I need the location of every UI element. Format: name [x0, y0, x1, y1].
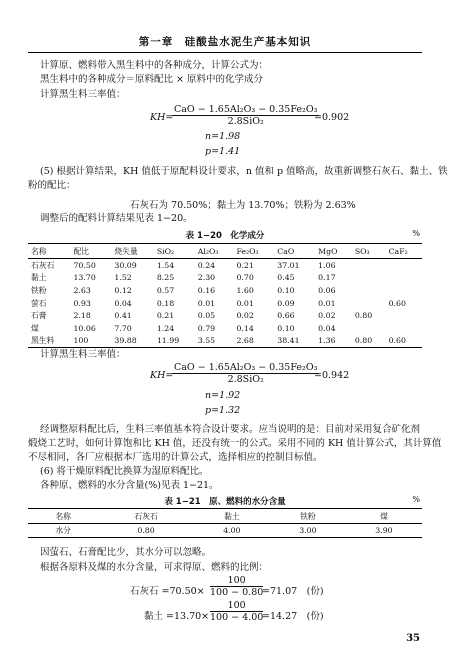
table-cell: 0.09	[277, 298, 295, 308]
table-cell: 黏土	[31, 273, 47, 283]
table-cell: 黑生料	[28, 335, 70, 348]
column-header: CaF₂	[386, 244, 422, 259]
fraction-denominator: 100 − 4.00	[210, 612, 264, 623]
table-row	[28, 335, 422, 348]
p-value: p=1.41	[205, 146, 241, 157]
fraction-numerator: 100	[210, 575, 263, 587]
table-cell: 0.10	[277, 323, 295, 333]
table-cell: 0.93	[73, 298, 91, 308]
kh-denominator: 2.8SiO₂	[227, 116, 264, 127]
table-20-unit: %	[412, 229, 420, 238]
paragraph: 根据各原料及煤的水分含量，可求得原、燃料的比例：	[40, 562, 269, 573]
paragraph: 煅烧工艺时，如何计算饱和比 KH 值，还没有统一的公式。采用不同的 KH 值计算公式，其计算值	[28, 438, 442, 449]
table-cell: 3.00	[270, 524, 346, 538]
column-header: 名称	[28, 509, 98, 524]
table-cell: 0.01	[318, 298, 336, 308]
calc-clay-fraction	[210, 600, 263, 623]
table-21	[28, 508, 422, 538]
paragraph: (6) 将干燥原料配比换算为湿原料配比。	[40, 466, 209, 477]
table-cell: 11.99	[154, 335, 195, 348]
kh-numerator: CaO − 1.65Al₂O₃ − 0.35Fe₂O₃	[174, 104, 318, 115]
table-cell: 2.30	[197, 273, 216, 283]
paragraph: 计算黑生料三率值：	[40, 349, 126, 360]
table-cell: 0.18	[156, 298, 175, 308]
table-cell: 1.06	[318, 260, 336, 270]
column-header: 烧失量	[111, 244, 153, 259]
table-cell: 0.14	[236, 323, 254, 333]
table-cell: 8.25	[156, 273, 175, 283]
table-cell	[352, 297, 386, 310]
paragraph: 不尽相同，各厂应根据本厂选用的计算公式，选择相应的控制目标值。	[28, 452, 323, 463]
kh-formula-result: =0.942	[314, 370, 350, 381]
table-cell: 0.41	[114, 311, 132, 321]
table-cell: 煤	[31, 323, 39, 333]
table-cell	[386, 259, 422, 272]
kh-formula-result: =0.902	[314, 112, 350, 123]
table-cell: 0.60	[388, 298, 406, 308]
table-cell: 0.70	[236, 273, 254, 283]
table-cell: 10.06	[73, 323, 96, 333]
table-cell: 萤石	[31, 298, 47, 308]
table-cell	[386, 272, 422, 285]
table-cell: 3.90	[346, 524, 422, 538]
table-cell: 3.55	[195, 335, 234, 348]
table-cell: 铁粉	[31, 285, 47, 295]
table-cell: 2.18	[73, 311, 91, 321]
table-cell: 0.02	[236, 311, 254, 321]
table-row	[28, 284, 422, 297]
page-number: 35	[406, 633, 420, 644]
table-cell: 0.79	[197, 323, 216, 333]
calc-limestone-lhs: 石灰石 =70.50×	[130, 586, 205, 597]
column-header: 铁粉	[270, 509, 346, 524]
kh-formula-lhs: KH=	[150, 112, 174, 123]
paragraph: 各种原、燃料的水分含量(%)见表 1−21。	[40, 480, 219, 491]
column-header: 黏土	[194, 509, 270, 524]
table-cell	[386, 309, 422, 322]
table-cell: 0.16	[197, 285, 216, 295]
table-cell: 39.88	[111, 335, 153, 348]
n-value: n=1.98	[205, 131, 241, 142]
paragraph: 因萤石、石膏配比少，其水分可以忽略。	[40, 547, 212, 558]
table-cell: 100	[70, 335, 111, 348]
table-cell	[352, 322, 386, 335]
paragraph: 经调整原料配比后，生料三率值基本符合设计要求。应当说明的是：目前对采用复合矿化剂	[40, 424, 421, 435]
table-cell: 37.01	[277, 260, 300, 270]
table-cell: 0.02	[318, 311, 336, 321]
table-cell: 石膏	[31, 311, 47, 321]
table-cell: 1.60	[236, 285, 254, 295]
table-cell: 石灰石	[31, 260, 55, 270]
table-cell: 4.00	[194, 524, 270, 538]
table-row	[28, 524, 422, 538]
table-cell: 1.52	[114, 273, 132, 283]
table-cell: 2.63	[73, 285, 91, 295]
column-header: Al₂O₃	[195, 244, 234, 259]
table-cell	[352, 272, 386, 285]
table-cell: 0.04	[318, 323, 336, 333]
table-row	[28, 309, 422, 322]
calc-clay-lhs: 黏土 =13.70×	[144, 611, 210, 622]
table-20-caption: 表 1−20 化学成分	[185, 231, 265, 241]
table-cell: 1.36	[315, 335, 352, 348]
column-header: Fe₂O₃	[233, 244, 274, 259]
table-cell: 1.24	[156, 323, 175, 333]
table-20	[28, 243, 422, 348]
table-cell: 0.10	[277, 285, 295, 295]
table-21-caption: 表 1−21 原、燃料的水分含量	[164, 497, 286, 507]
column-header: SO₃	[352, 244, 386, 259]
table-cell	[352, 259, 386, 272]
table-cell: 2.68	[233, 335, 274, 348]
column-header: 石灰石	[98, 509, 194, 524]
ratio-line: 石灰石为 70.50%；黏土为 13.70%；铁粉为 2.63%	[130, 200, 356, 211]
paragraph: 计算黑生料三率值：	[40, 89, 126, 100]
kh-formula-fraction	[172, 104, 319, 127]
table-cell: 0.06	[318, 285, 336, 295]
table-header-row	[28, 509, 422, 524]
table-row	[28, 297, 422, 310]
calc-limestone-fraction	[210, 575, 263, 598]
calc-clay-result: =14.27 (份)	[262, 611, 324, 622]
table-row	[28, 322, 422, 335]
column-header: SiO₂	[154, 244, 195, 259]
table-cell: 7.70	[114, 323, 132, 333]
table-cell: 水分	[28, 524, 98, 538]
fraction-denominator: 100 − 0.80	[210, 587, 264, 598]
table-cell: 1.54	[156, 260, 175, 270]
paragraph: 粉的配比：	[28, 180, 76, 191]
column-header: MgO	[315, 244, 352, 259]
paragraph: 调整后的配料计算结果见表 1−20。	[40, 213, 193, 224]
kh-formula-lhs: KH=	[150, 370, 174, 381]
kh-formula-fraction	[172, 362, 319, 385]
paragraph: 计算原、燃料带入黑生料中的各种成分，计算公式为：	[40, 60, 269, 71]
table-cell: 30.09	[114, 260, 137, 270]
fraction-numerator: 100	[210, 600, 263, 612]
p-value: p=1.32	[205, 405, 241, 416]
table-cell: 0.66	[277, 311, 295, 321]
calc-limestone-result: =71.07 (份)	[262, 586, 324, 597]
table-cell: 0.21	[156, 311, 175, 321]
table-cell: 0.12	[114, 285, 132, 295]
table-cell: 13.70	[73, 273, 96, 283]
paragraph: 黑生料中的各种成分＝原料配比 × 原料中的化学成分	[40, 74, 264, 85]
running-head: 第一章 硅酸盐水泥生产基本知识	[138, 36, 312, 48]
table-cell: 0.01	[236, 298, 254, 308]
table-cell: 0.45	[277, 273, 295, 283]
table-cell	[386, 322, 422, 335]
kh-numerator: CaO − 1.65Al₂O₃ − 0.35Fe₂O₃	[174, 362, 318, 373]
column-header: 配比	[70, 244, 111, 259]
table-row	[28, 272, 422, 285]
table-cell: 70.50	[73, 260, 96, 270]
table-cell: 0.24	[197, 260, 216, 270]
table-cell: 0.21	[236, 260, 254, 270]
table-cell: 0.57	[156, 285, 175, 295]
n-value: n=1.92	[205, 390, 241, 401]
table-row	[28, 259, 422, 272]
paragraph: (5) 根据计算结果，KH 值低于原配料设计要求，n 值和 p 值略高，故重新调整石灰石、黏土、铁	[40, 166, 448, 177]
table-cell	[386, 284, 422, 297]
table-cell: 0.80	[98, 524, 194, 538]
column-header: CaO	[274, 244, 315, 259]
table-cell	[352, 284, 386, 297]
table-cell: 0.80	[354, 311, 373, 321]
table-cell: 0.17	[318, 273, 336, 283]
table-header-row	[28, 244, 422, 259]
table-cell: 0.05	[197, 311, 216, 321]
table-21-unit: %	[412, 495, 420, 504]
table-cell: 0.01	[197, 298, 216, 308]
table-cell: 0.60	[386, 335, 422, 348]
column-header: 名称	[28, 244, 70, 259]
header-rule	[28, 52, 422, 53]
table-cell: 0.04	[114, 298, 132, 308]
column-header: 煤	[346, 509, 422, 524]
table-cell: 38.41	[274, 335, 315, 348]
kh-denominator: 2.8SiO₂	[227, 374, 264, 385]
table-cell: 0.80	[352, 335, 386, 348]
